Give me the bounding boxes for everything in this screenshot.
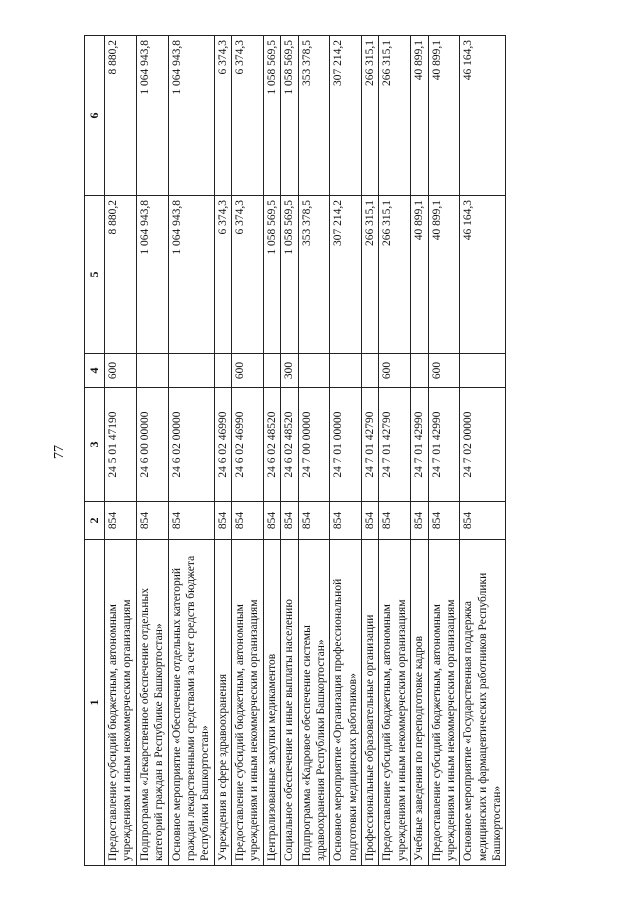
target-article-cell: 24 7 00 00000 bbox=[298, 388, 330, 502]
rotated-table-wrapper bbox=[84, 36, 506, 866]
table-row bbox=[460, 36, 506, 866]
header-col-4: 4 bbox=[85, 354, 105, 388]
name-cell: Предоставление субсидий бюджетным, автономным учреждениям и иным некоммерческим организациям bbox=[105, 540, 137, 866]
header-col-3: 3 bbox=[85, 388, 105, 502]
ministry-code-cell: 854 bbox=[263, 502, 280, 540]
amount-col6-cell: 266 315,1 bbox=[379, 36, 411, 196]
target-article-cell: 24 6 02 46990 bbox=[232, 388, 264, 502]
amount-col6-cell: 40 899,1 bbox=[411, 36, 428, 196]
amount-col6-cell: 1 064 943,8 bbox=[136, 36, 168, 196]
table-row bbox=[263, 36, 280, 866]
ministry-code-cell: 854 bbox=[428, 502, 460, 540]
table-row bbox=[214, 36, 231, 866]
expense-type-cell bbox=[330, 354, 362, 388]
name-cell: Учебные заведения по переподготовке кадров bbox=[411, 540, 428, 866]
expense-type-cell bbox=[263, 354, 280, 388]
ministry-code-cell: 854 bbox=[232, 502, 264, 540]
target-article-cell: 24 5 01 47190 bbox=[105, 388, 137, 502]
amount-col5-cell: 40 899,1 bbox=[428, 196, 460, 354]
name-cell: Централизованные закупки медикаментов bbox=[263, 540, 280, 866]
amount-col5-cell: 1 058 569,5 bbox=[263, 196, 280, 354]
amount-col5-cell: 266 315,1 bbox=[379, 196, 411, 354]
amount-col6-cell: 1 058 569,5 bbox=[263, 36, 280, 196]
amount-col5-cell: 1 058 569,5 bbox=[281, 196, 298, 354]
expense-type-cell bbox=[411, 354, 428, 388]
target-article-cell: 24 7 01 42990 bbox=[428, 388, 460, 502]
target-article-cell: 24 7 01 00000 bbox=[330, 388, 362, 502]
name-cell: Предоставление субсидий бюджетным, автономным учреждениям и иным некоммерческим организациям bbox=[232, 540, 264, 866]
table-row bbox=[281, 36, 298, 866]
amount-col6-cell: 353 378,5 bbox=[298, 36, 330, 196]
table-row bbox=[362, 36, 379, 866]
amount-col6-cell: 307 214,2 bbox=[330, 36, 362, 196]
amount-col5-cell: 46 164,3 bbox=[460, 196, 506, 354]
amount-col6-cell: 1 058 569,5 bbox=[281, 36, 298, 196]
name-cell: Учреждения в сфере здравоохранения bbox=[214, 540, 231, 866]
table-row bbox=[105, 36, 137, 866]
amount-col6-cell: 6 374,3 bbox=[214, 36, 231, 196]
amount-col5-cell: 307 214,2 bbox=[330, 196, 362, 354]
expense-type-cell bbox=[362, 354, 379, 388]
table-row bbox=[379, 36, 411, 866]
header-col-1: 1 bbox=[85, 540, 105, 866]
target-article-cell: 24 6 00 00000 bbox=[136, 388, 168, 502]
target-article-cell: 24 7 01 42790 bbox=[379, 388, 411, 502]
table-row bbox=[428, 36, 460, 866]
table-row bbox=[330, 36, 362, 866]
amount-col5-cell: 40 899,1 bbox=[411, 196, 428, 354]
ministry-code-cell: 854 bbox=[298, 502, 330, 540]
amount-col6-cell: 6 374,3 bbox=[232, 36, 264, 196]
table-row bbox=[298, 36, 330, 866]
amount-col5-cell: 266 315,1 bbox=[362, 196, 379, 354]
amount-col6-cell: 1 064 943,8 bbox=[168, 36, 214, 196]
table-row bbox=[232, 36, 264, 866]
amount-col5-cell: 6 374,3 bbox=[232, 196, 264, 354]
target-article-cell: 24 6 02 00000 bbox=[168, 388, 214, 502]
expense-type-cell bbox=[298, 354, 330, 388]
name-cell: Профессиональные образовательные организации bbox=[362, 540, 379, 866]
ministry-code-cell: 854 bbox=[411, 502, 428, 540]
table-body bbox=[105, 36, 506, 866]
amount-col6-cell: 266 315,1 bbox=[362, 36, 379, 196]
expense-type-cell: 600 bbox=[105, 354, 137, 388]
table-row bbox=[136, 36, 168, 866]
target-article-cell: 24 6 02 48520 bbox=[263, 388, 280, 502]
name-cell: Основное мероприятие «Государственная поддержка медицинских и фармацевтических работников Республики Башкортостан» bbox=[460, 540, 506, 866]
amount-col6-cell: 8 880,2 bbox=[105, 36, 137, 196]
ministry-code-cell: 854 bbox=[105, 502, 137, 540]
ministry-code-cell: 854 bbox=[214, 502, 231, 540]
name-cell: Социальное обеспечение и иные выплаты населению bbox=[281, 540, 298, 866]
target-article-cell: 24 7 02 00000 bbox=[460, 388, 506, 502]
target-article-cell: 24 7 01 42990 bbox=[411, 388, 428, 502]
expense-type-cell: 600 bbox=[379, 354, 411, 388]
table-row bbox=[411, 36, 428, 866]
name-cell: Основное мероприятие «Организация профессиональной подготовки медицинских работников» bbox=[330, 540, 362, 866]
table-row bbox=[168, 36, 214, 866]
ministry-code-cell: 854 bbox=[362, 502, 379, 540]
expense-type-cell: 600 bbox=[232, 354, 264, 388]
name-cell: Подпрограмма «Лекарственное обеспечение отдельных категорий граждан в Республике Башкортостан» bbox=[136, 540, 168, 866]
name-cell: Подпрограмма «Кадровое обеспечение системы здравоохранения Республики Башкортостан» bbox=[298, 540, 330, 866]
amount-col5-cell: 1 064 943,8 bbox=[168, 196, 214, 354]
budget-table bbox=[84, 35, 506, 866]
expense-type-cell: 600 bbox=[428, 354, 460, 388]
header-col-6: 6 bbox=[85, 36, 105, 196]
target-article-cell: 24 7 01 42790 bbox=[362, 388, 379, 502]
amount-col5-cell: 353 378,5 bbox=[298, 196, 330, 354]
expense-type-cell bbox=[136, 354, 168, 388]
name-cell: Предоставление субсидий бюджетным, автономным учреждениям и иным некоммерческим организациям bbox=[379, 540, 411, 866]
name-cell: Предоставление субсидий бюджетным, автономным учреждениям и иным некоммерческим организациям bbox=[428, 540, 460, 866]
amount-col5-cell: 1 064 943,8 bbox=[136, 196, 168, 354]
ministry-code-cell: 854 bbox=[330, 502, 362, 540]
header-col-2: 2 bbox=[85, 502, 105, 540]
header-col-5: 5 bbox=[85, 196, 105, 354]
amount-col5-cell: 8 880,2 bbox=[105, 196, 137, 354]
target-article-cell: 24 6 02 48520 bbox=[281, 388, 298, 502]
expense-type-cell bbox=[168, 354, 214, 388]
table-header-row bbox=[85, 36, 105, 866]
ministry-code-cell: 854 bbox=[379, 502, 411, 540]
amount-col5-cell: 6 374,3 bbox=[214, 196, 231, 354]
ministry-code-cell: 854 bbox=[460, 502, 506, 540]
ministry-code-cell: 854 bbox=[168, 502, 214, 540]
amount-col6-cell: 46 164,3 bbox=[460, 36, 506, 196]
expense-type-cell bbox=[460, 354, 506, 388]
expense-type-cell: 300 bbox=[281, 354, 298, 388]
ministry-code-cell: 854 bbox=[281, 502, 298, 540]
name-cell: Основное мероприятие «Обеспечение отдельных категорий граждан лекарственными средствами за счет средств бюджета Республики Башкортостан» bbox=[168, 540, 214, 866]
page-number: 77 bbox=[52, 445, 67, 459]
expense-type-cell bbox=[214, 354, 231, 388]
ministry-code-cell: 854 bbox=[136, 502, 168, 540]
target-article-cell: 24 6 02 46990 bbox=[214, 388, 231, 502]
amount-col6-cell: 40 899,1 bbox=[428, 36, 460, 196]
